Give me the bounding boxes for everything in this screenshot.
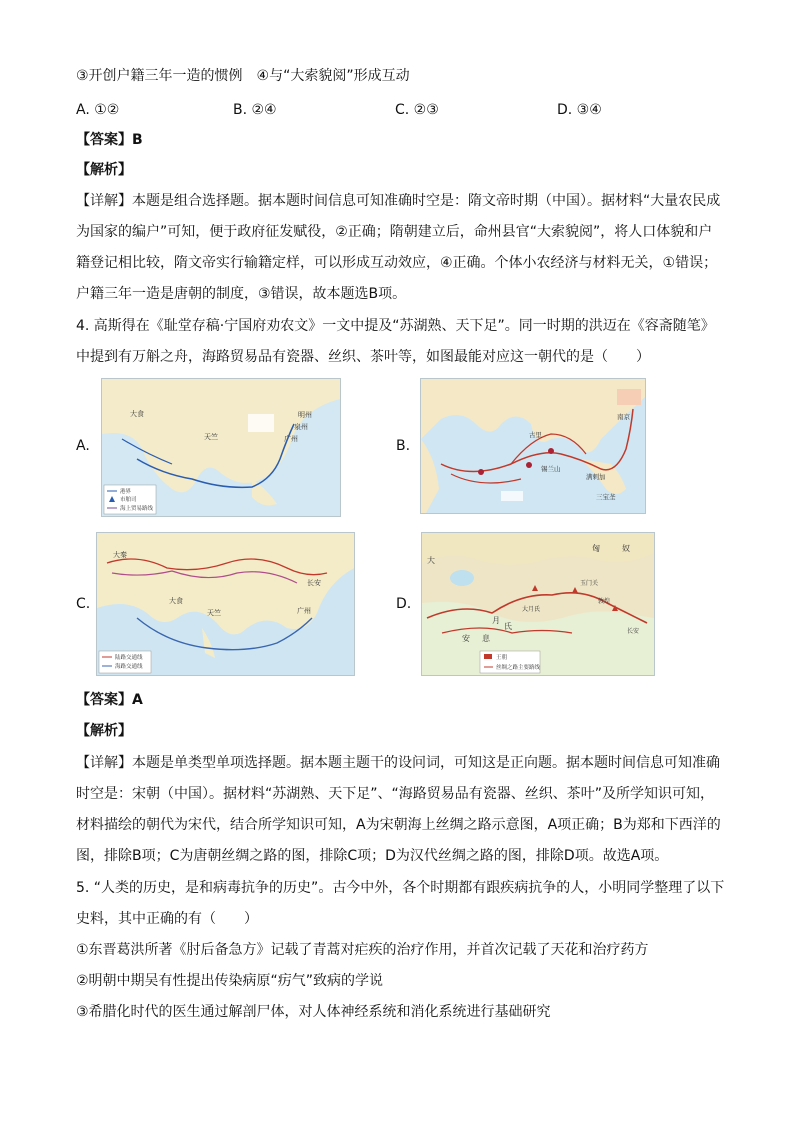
map-a-legend-1: 港界 [120,489,132,495]
map-d-tag-11: 长安 [627,628,640,635]
q3-analysis-heading: 【解析】 [76,162,132,178]
q3-option-d: D. ③④ [557,102,602,118]
q4-detail-line-4: 图，排除B项；C为唐朝丝绸之路的图，排除C项；D为汉代丝绸之路的图，排除D项。故选A项。 [76,848,669,864]
q3-answer: 【答案】B [76,132,143,148]
map-d-han-silk-road[interactable] [421,532,655,676]
q3-option-b: B. ②④ [233,102,277,118]
map-a-tag-5: 明州 [298,411,312,419]
map-b-tag-4: 三宝垄 [596,493,616,501]
map-d-legend-2: 丝绸之路主要路线 [496,665,541,671]
map-c-tag-4: 长安 [307,579,321,587]
map-c-tag-1: 大秦 [113,551,127,559]
map-c-label: C. [76,596,91,612]
q3-item-line: ③开创户籍三年一造的惯例 ④与“大索貌阅”形成互动 [76,68,410,84]
map-a-song-maritime-route[interactable] [101,378,341,517]
map-d-tag-9: 玉门关 [580,580,599,587]
map-d-label: D. [396,596,412,612]
map-d-tag-4: 月 [492,616,500,625]
map-b-tag-3: 满剌加 [586,473,606,481]
map-a-legend-2: 市舶司 [120,497,137,503]
q4-answer: 【答案】A [76,692,143,708]
q4-stem-line-1: 4. 高斯得在《耻堂存稿·宁国府劝农文》一文中提及“苏湖熟、天下足”。同一时期的洪迈在《容斋随笔》 [76,318,715,334]
q5-stem-line-1: 5. “人类的历史，是和病毒抗争的历史”。古今中外，各个时期都有跟疾病抗争的人，小明同学整理了以下 [76,880,725,896]
map-d-tag-8: 大月氏 [522,606,541,613]
map-c-tag-5: 广州 [297,607,311,615]
map-c-tag-2: 天竺 [207,609,221,617]
map-d-tag-3: 大 [427,556,435,565]
map-a-label: A. [76,438,90,454]
map-b-label: B. [396,438,411,454]
map-d-tag-10: 敦煌 [598,598,611,605]
q4-detail-line-3: 材料描绘的朝代为宋代，结合所学知识可知，A为宋朝海上丝绸之路示意图，A项正确；B为郑和下西洋的 [76,817,721,833]
q3-detail-line-1: 【详解】本题是组合选择题。据本题时间信息可知准确时空是：隋文帝时期（中国）。据材料“大量农民成 [76,193,721,209]
map-a-tag-1: 大食 [130,410,144,418]
q5-item-1: ①东晋葛洪所著《肘后备急方》记载了青蒿对疟疾的治疗作用，并首次记载了天花和治疗药方 [76,942,649,958]
map-a-legend-3: 海上贸易路线 [120,506,154,512]
map-b-tag-5: 南京 [617,413,630,421]
q5-item-3: ③希腊化时代的医生通过解剖尸体，对人体神经系统和消化系统进行基础研究 [76,1004,551,1020]
q4-detail-line-2: 时空是：宋朝（中国）。据材料“苏湖熟、天下足”、“海路贸易品有瓷器、丝织、茶叶”及所学知识可知， [76,786,715,802]
map-b-zhenghe-voyages[interactable] [420,378,646,514]
q3-detail-line-3: 籍登记相比较，隋文帝实行输籍定样，可以形成互动效应，④正确。个体小农经济与材料无关，①错误； [76,255,718,271]
map-d-tag-2: 奴 [622,544,630,553]
map-c-tag-3: 大食 [169,597,183,605]
q3-detail-line-2: 为国家的编户”可知，便于政府征发赋役，②正确；隋朝建立后，命州县官“大索貌阅”，将人口体貌和户 [76,224,713,240]
map-a-tag-3: 广州 [284,435,298,443]
q3-option-c: C. ②③ [395,102,439,118]
map-d-tag-1: 匈 [592,544,600,553]
map-b-tag-1: 古里 [529,431,542,439]
q5-stem-line-2: 史料，其中正确的有（ ） [76,911,258,927]
q3-option-a: A. ①② [76,102,120,118]
q4-detail-line-1: 【详解】本题是单类型单项选择题。据本题主题干的设问词，可知这是正向题。据本题时间信息可知准确 [76,755,720,771]
q4-analysis-heading: 【解析】 [76,723,132,739]
map-a-tag-2: 天竺 [204,433,218,441]
map-d-tag-7: 息 [482,634,490,643]
map-d-tag-5: 氏 [504,622,512,631]
map-d-tag-6: 安 [462,634,470,643]
map-b-tag-2: 锡兰山 [541,465,561,473]
q5-item-2: ②明朝中期吴有性提出传染病原“疠气”致病的学说 [76,973,384,989]
q3-detail-line-4: 户籍三年一造是唐朝的制度，③错误，故本题选B项。 [76,286,407,302]
map-c-tang-silk-road[interactable] [96,532,355,676]
map-c-legend-1: 陆路交通线 [115,655,143,661]
map-a-tag-4: 泉州 [294,423,308,431]
q4-stem-line-2: 中提到有万斛之舟，海路贸易品有瓷器、丝织、茶叶等，如图最能对应这一朝代的是（ ） [76,349,650,365]
map-c-legend-2: 海路交通线 [115,664,143,670]
map-d-legend-1: 王朝 [496,655,508,661]
